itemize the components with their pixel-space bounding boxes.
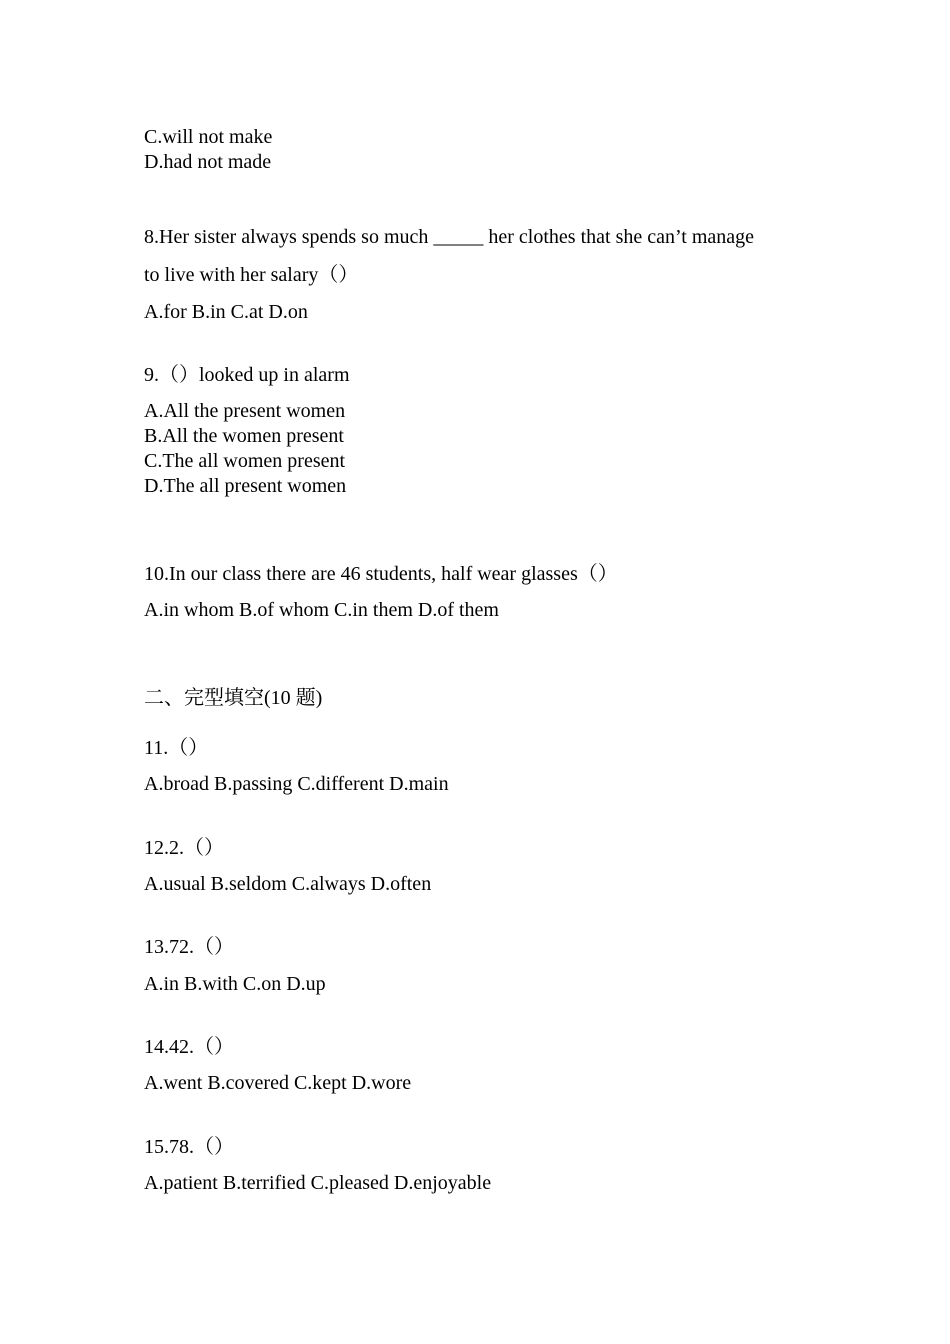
q13-options: A.in B.with C.on D.up <box>144 973 326 995</box>
q7-option-d: D.had not made <box>144 151 272 173</box>
q9-option-d: D.The all present women <box>144 475 347 497</box>
q9-option-c: C.The all women present <box>144 450 346 472</box>
q8-stem-line1: 8.Her sister always spends so much _____ her clothes that she can’t manage <box>144 226 755 248</box>
q7-option-c: C.will not make <box>144 126 273 148</box>
q11-options: A.broad B.passing C.different D.main <box>144 773 449 795</box>
q11-stem: 11.（） <box>144 737 209 759</box>
section-heading: 二、完型填空(10 题) <box>144 687 323 709</box>
q12-options: A.usual B.seldom C.always D.often <box>144 873 432 895</box>
q10-options: A.in whom B.of whom C.in them D.of them <box>144 599 499 621</box>
q8-stem-line2: to live with her salary（） <box>144 264 359 286</box>
q14-options: A.went B.covered C.kept D.wore <box>144 1072 412 1094</box>
q13-stem: 13.72.（） <box>144 936 234 958</box>
q15-stem: 15.78.（） <box>144 1136 234 1158</box>
q14-stem: 14.42.（） <box>144 1036 234 1058</box>
q9-option-b: B.All the women present <box>144 425 344 447</box>
q15-options: A.patient B.terrified C.pleased D.enjoyable <box>144 1172 492 1194</box>
q8-options: A.for B.in C.at D.on <box>144 301 308 323</box>
q12-stem: 12.2.（） <box>144 837 224 859</box>
q9-option-a: A.All the present women <box>144 400 346 422</box>
q10-stem: 10.In our class there are 46 students, half wear glasses（） <box>144 563 618 585</box>
q9-stem: 9.（）looked up in alarm <box>144 364 350 386</box>
